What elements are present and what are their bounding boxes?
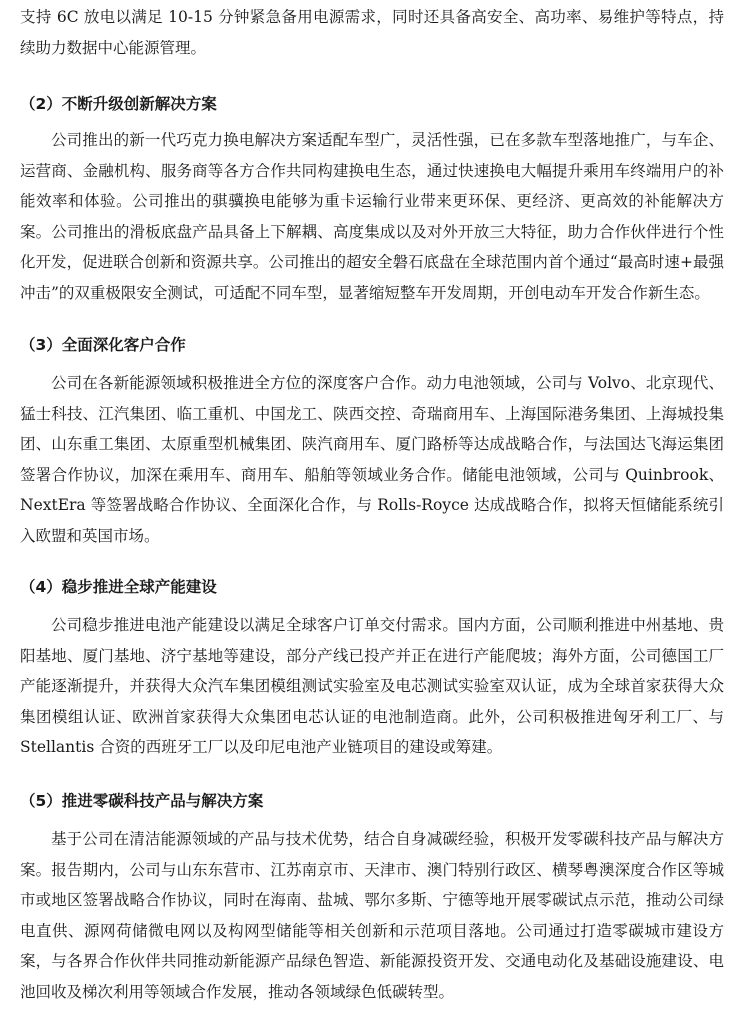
intro-paragraph: 支持 6C 放电以满足 10-15 分钟紧急备用电源需求，同时还具备高安全、高功率、易维护等特点，持续助力数据中心能源管理。 — [20, 8, 724, 57]
section-body-4: 公司稳步推进电池产能建设以满足全球客户订单交付需求。国内方面，公司顺利推进中州基地、贵阳基地、厦门基地、济宁基地等建设，部分产线已投产并正在进行产能爬坡；海外方面，公司德国工厂产能逐渐提升，并获得大众汽车集团模组测试实验室及电芯测试实验室双认证，成为全球首家获得大众集团模组认证、欧洲首家获得大众集团电芯认证的电池制造商。此外，公司积极推进匈牙利工厂、与 Stellantis 合资的西班牙工厂以及印尼电池产业链项目的建设或筹建。 — [20, 616, 724, 756]
section-body-5: 基于公司在清洁能源领域的产品与技术优势，结合自身减碳经验，积极开发零碳科技产品与解决方案。报告期内，公司与山东东营市、江苏南京市、天津市、澳门特别行政区、横琴粤澳深度合作区等城市或地区签署战略合作协议，同时在海南、盐城、鄂尔多斯、宁德等地开展零碳试点示范，推动公司绿电直供、源网荷储微电网以及构网型储能等相关创新和示范项目落地。公司通过打造零碳城市建设方案，与各界合作伙伴共同推动新能源产品绿色智造、新能源投资开发、交通电动化及基础设施建设、电池回收及梯次利用等领域合作发展，推动各领域绿色低碳转型。 — [20, 830, 724, 1001]
section-heading-4: （4）稳步推进全球产能建设 — [20, 578, 217, 596]
section-body-2: 公司推出的新一代巧克力换电解决方案适配车型广，灵活性强，已在多款车型落地推广，与车企、运营商、金融机构、服务商等各方合作共同构建换电生态，通过快速换电大幅提升乘用车终端用户的补能效率和体验。公司推出的骐骥换电能够为重卡运输行业带来更环保、更经济、更高效的补能解决方案。公司推出的滑板底盘产品具备上下解耦、高度集成以及对外开放三大特征，助力合作伙伴进行个性化开发，促进联合创新和资源共享。公司推出的超安全磐石底盘在全球范围内首个通过“最高时速+最强冲击”的双重极限安全测试，可适配不同车型，显著缩短整车开发周期，开创电动车开发合作新生态。 — [20, 131, 724, 302]
section-body-3: 公司在各新能源领域积极推进全方位的深度客户合作。动力电池领域，公司与 Volvo、北京现代、猛士科技、江汽集团、临工重机、中国龙工、陕西交控、奇瑞商用车、上海国际港务集团、上海城投集团、山东重工集团、太原重型机械集团、陕汽商用车、厦门路桥等达成战略合作，与法国达飞海运集团签署合作协议，加深在乘用车、商用车、船舶等领域业务合作。储能电池领域，公司与 Quinbrook、NextEra 等签署战略合作协议、全面深化合作，与 Rolls-Royce 达成战略合作，拟将天恒储能系统引入欧盟和英国市场。 — [20, 374, 724, 545]
section-heading-5: （5）推进零碳科技产品与解决方案 — [20, 792, 264, 810]
section-heading-2: （2）不断升级创新解决方案 — [20, 95, 217, 113]
section-heading-3: （3）全面深化客户合作 — [20, 336, 186, 354]
